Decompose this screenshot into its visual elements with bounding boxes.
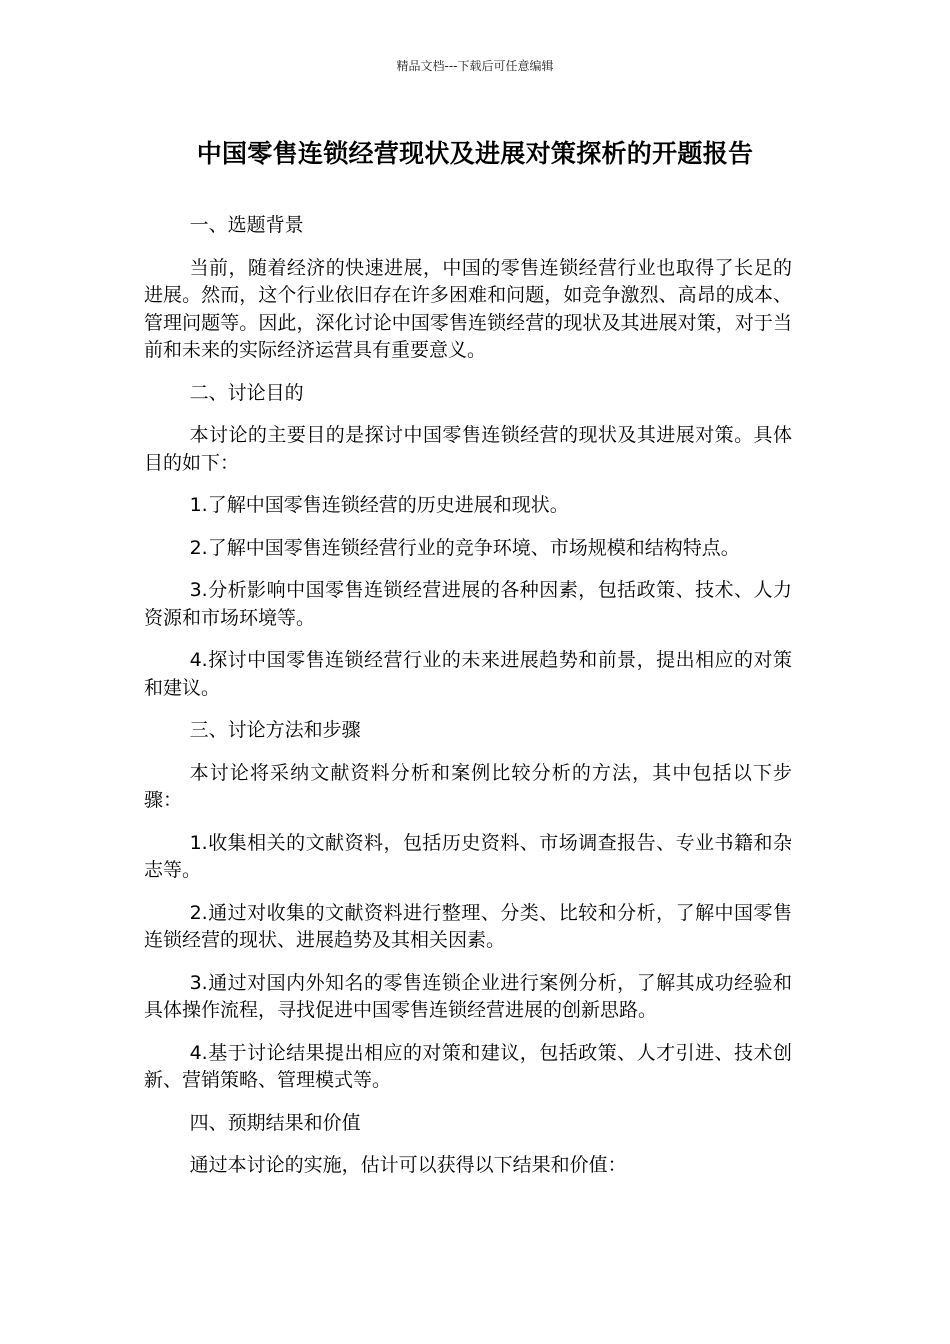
method-step-3: 3.通过对国内外知名的零售连锁企业进行案例分析，了解其成功经验和具体操作流程，寻找促进中国零售连锁经营进展的创新思路。 [144, 971, 792, 1021]
paragraph-results-intro: 通过本讨论的实施，估计可以获得以下结果和价值： [189, 1154, 627, 1176]
section-heading-background: 一、选题背景 [189, 214, 304, 236]
paragraph-purpose-intro: 本讨论的主要目的是探讨中国零售连锁经营的现状及其进展对策。具体目的如下： [144, 424, 792, 474]
header-note: 精品文档---下载后可任意编辑 [396, 59, 554, 73]
section-heading-purpose: 二、讨论目的 [189, 381, 304, 404]
purpose-item-1: 1.了解中国零售连锁经营的历史进展和现状。 [189, 494, 569, 516]
method-step-4: 4.基于讨论结果提出相应的对策和建议，包括政策、人才引进、技术创新、营销策略、管理模式等。 [144, 1041, 792, 1091]
document-title: 中国零售连锁经营现状及进展对策探析的开题报告 [196, 139, 754, 168]
paragraph-method-intro: 本讨论将采纳文献资料分析和案例比较分析的方法，其中包括以下步骤： [144, 761, 792, 811]
purpose-item-3: 3.分析影响中国零售连锁经营进展的各种因素，包括政策、技术、人力资源和市场环境等。 [144, 579, 792, 629]
section-heading-method: 三、讨论方法和步骤 [189, 719, 361, 741]
paragraph-background: 当前，随着经济的快速进展，中国的零售连锁经营行业也取得了长足的进展。然而，这个行业依旧存在许多困难和问题，如竞争激烈、高昂的成本、管理问题等。因此，深化讨论中国零售连锁经营的现状及其进展对策，对于当前和未来的实际经济运营具有重要意义。 [144, 256, 792, 361]
section-heading-results: 四、预期结果和价值 [189, 1111, 361, 1134]
method-step-1: 1.收集相关的文献资料，包括历史资料、市场调查报告、专业书籍和杂志等。 [144, 831, 792, 881]
purpose-item-4: 4.探讨中国零售连锁经营行业的未来进展趋势和前景，提出相应的对策和建议。 [144, 649, 792, 699]
purpose-item-2: 2.了解中国零售连锁经营行业的竞争环境、市场规模和结构特点。 [189, 536, 740, 559]
method-step-2: 2.通过对收集的文献资料进行整理、分类、比较和分析，了解中国零售连锁经营的现状、进展趋势及其相关因素。 [144, 901, 792, 951]
document-body [144, 212, 792, 1195]
